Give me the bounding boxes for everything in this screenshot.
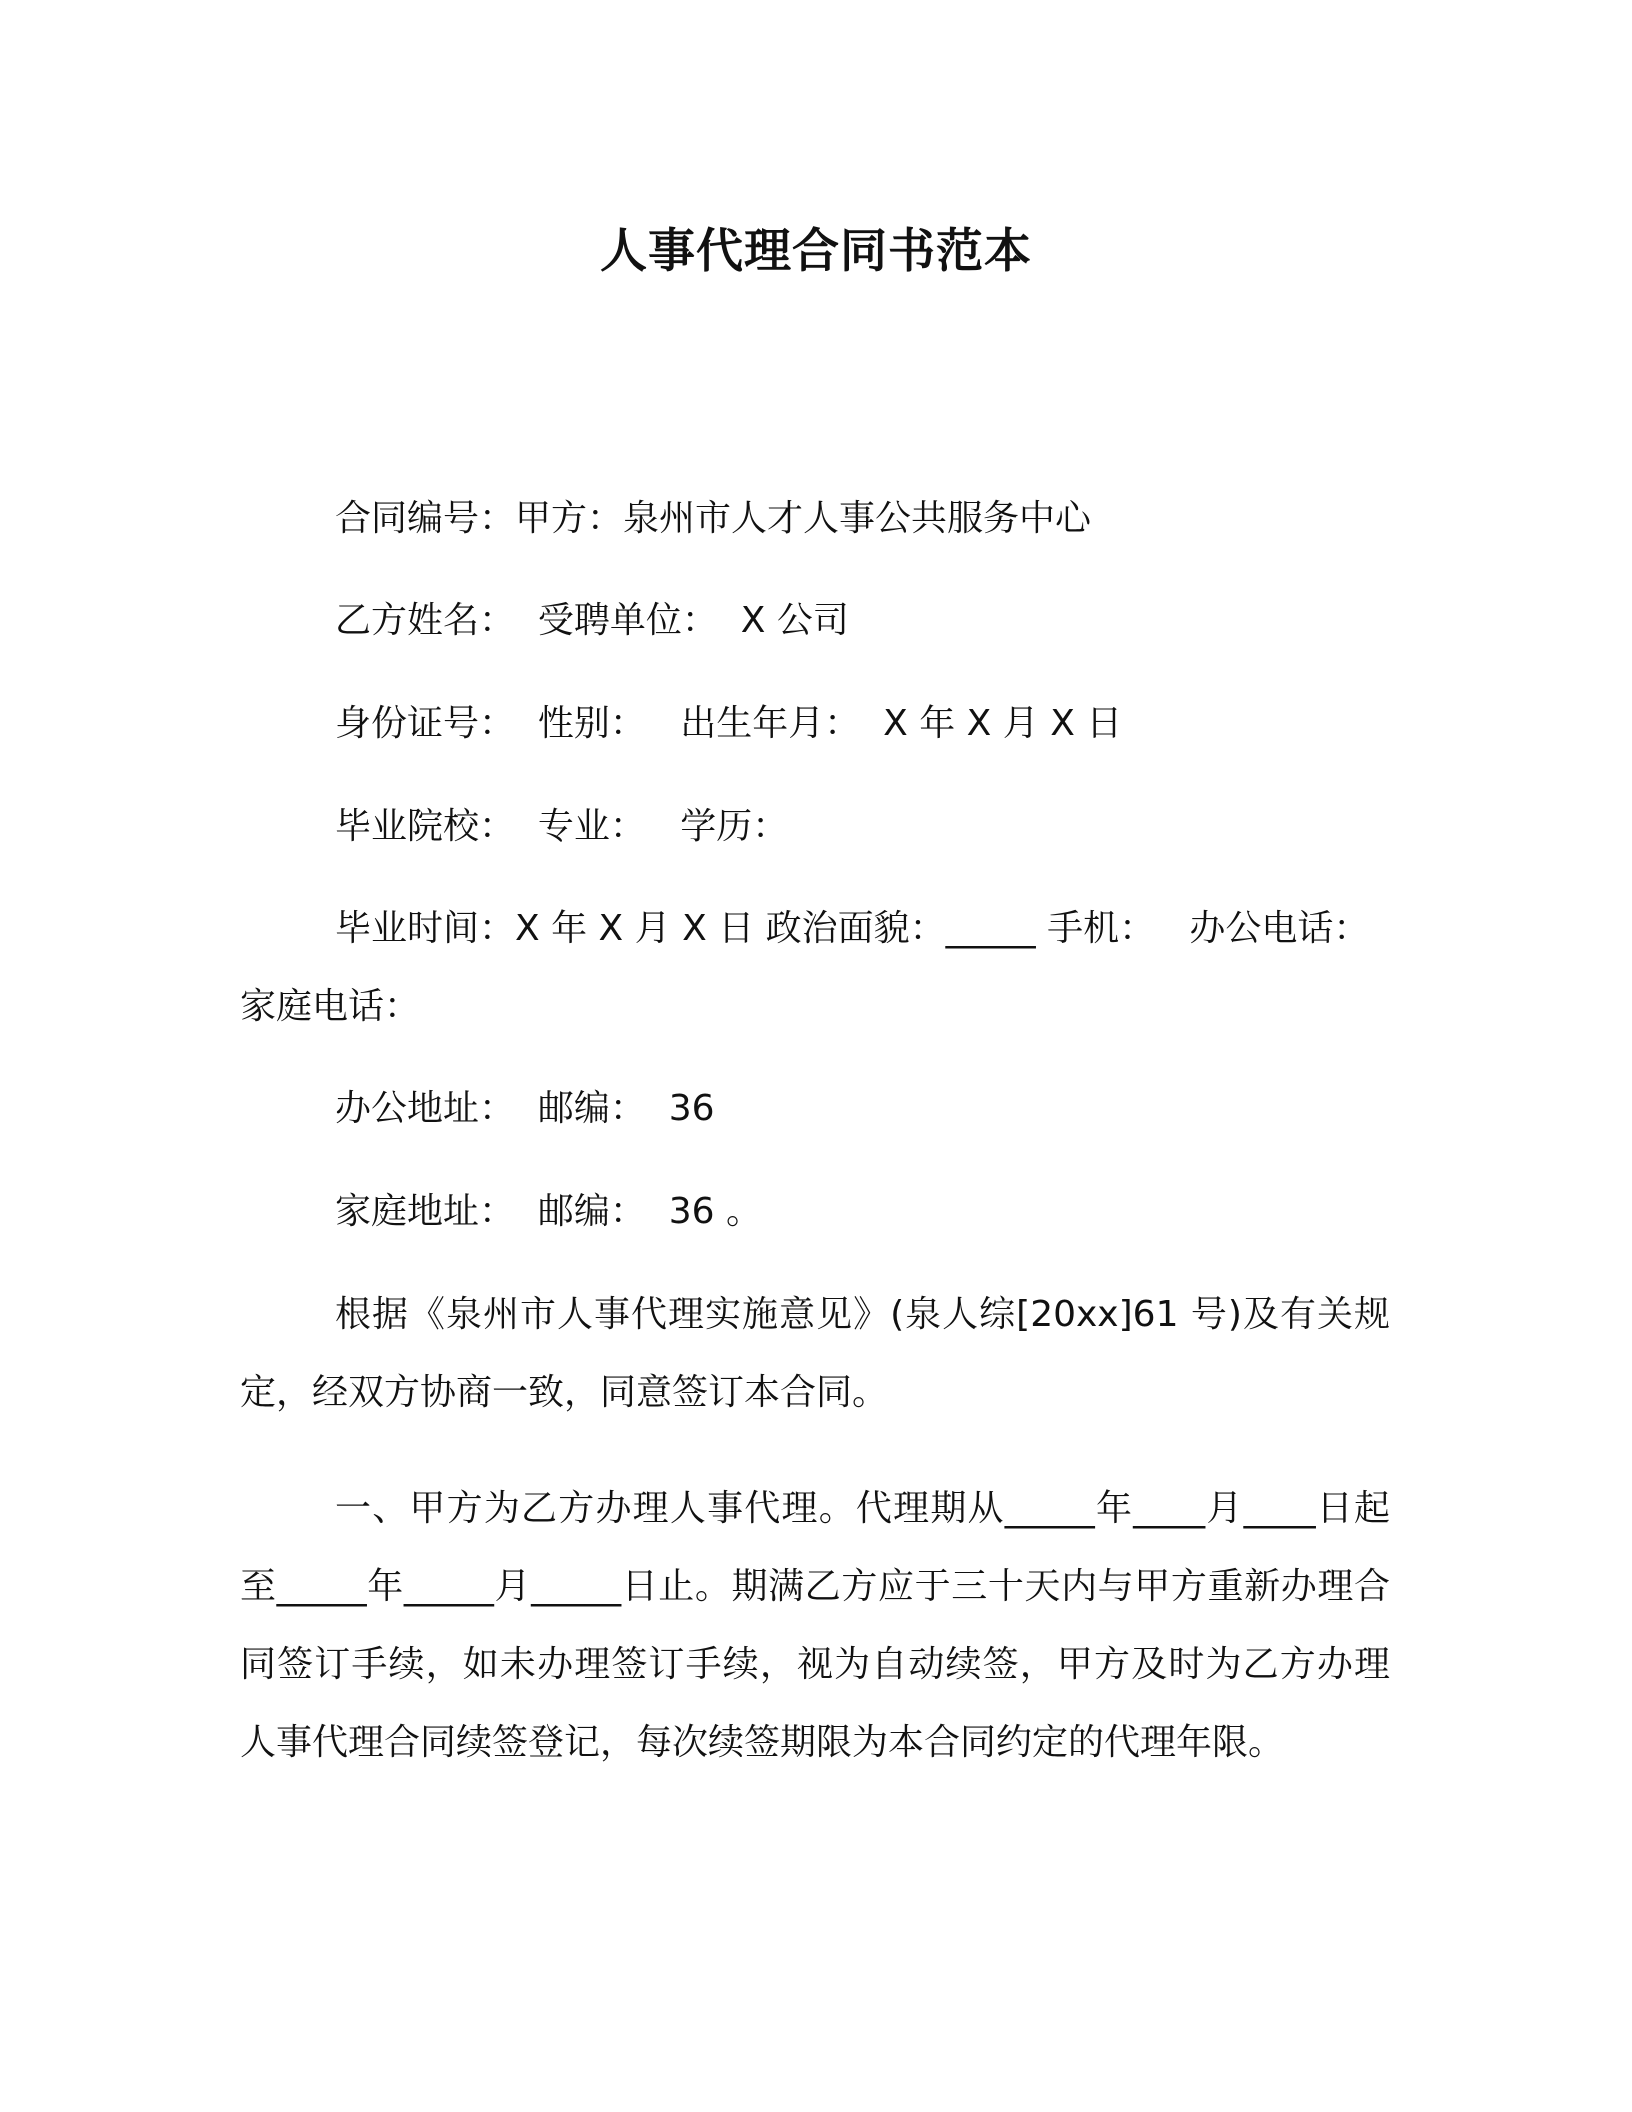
field-line-contract-number: 合同编号：甲方：泉州市人才人事公共服务中心 <box>335 498 1092 539</box>
paragraph-basis: 根据《泉州市人事代理实施意见》(泉人综[20xx]61 号)及有关规定，经双方协商一致，同意签订本合同。 <box>240 1294 1390 1413</box>
document-title: 人事代理合同书范本 <box>600 224 1032 279</box>
field-line-home-phone: 家庭电话： <box>240 986 421 1027</box>
field-line-graduation-time: 毕业时间：X 年 X 月 X 日 政治面貌：_____ 手机： 办公电话： <box>335 908 1370 949</box>
field-line-id-number: 身份证号： 性别： 出生年月： X 年 X 月 X 日 <box>335 703 1123 744</box>
field-line-school: 毕业院校： 专业： 学历： <box>335 806 789 847</box>
paragraph-clause-1: 一、甲方为乙方办理人事代理。代理期从_____年____月____日起至_____年_____月_____日止。期满乙方应于三十天内与甲方重新办理合同签订手续，如未办理签订手续，视为自动续签，甲方及时为乙方办理人事代理合同续签登记，每次续签期限为本合同约定的代理年限。 <box>240 1488 1390 1763</box>
field-line-party-b-name: 乙方姓名： 受聘单位： X 公司 <box>335 600 849 641</box>
field-line-office-address: 办公地址： 邮编： 36 <box>335 1088 715 1129</box>
field-line-home-address: 家庭地址： 邮编： 36 。 <box>335 1191 763 1232</box>
